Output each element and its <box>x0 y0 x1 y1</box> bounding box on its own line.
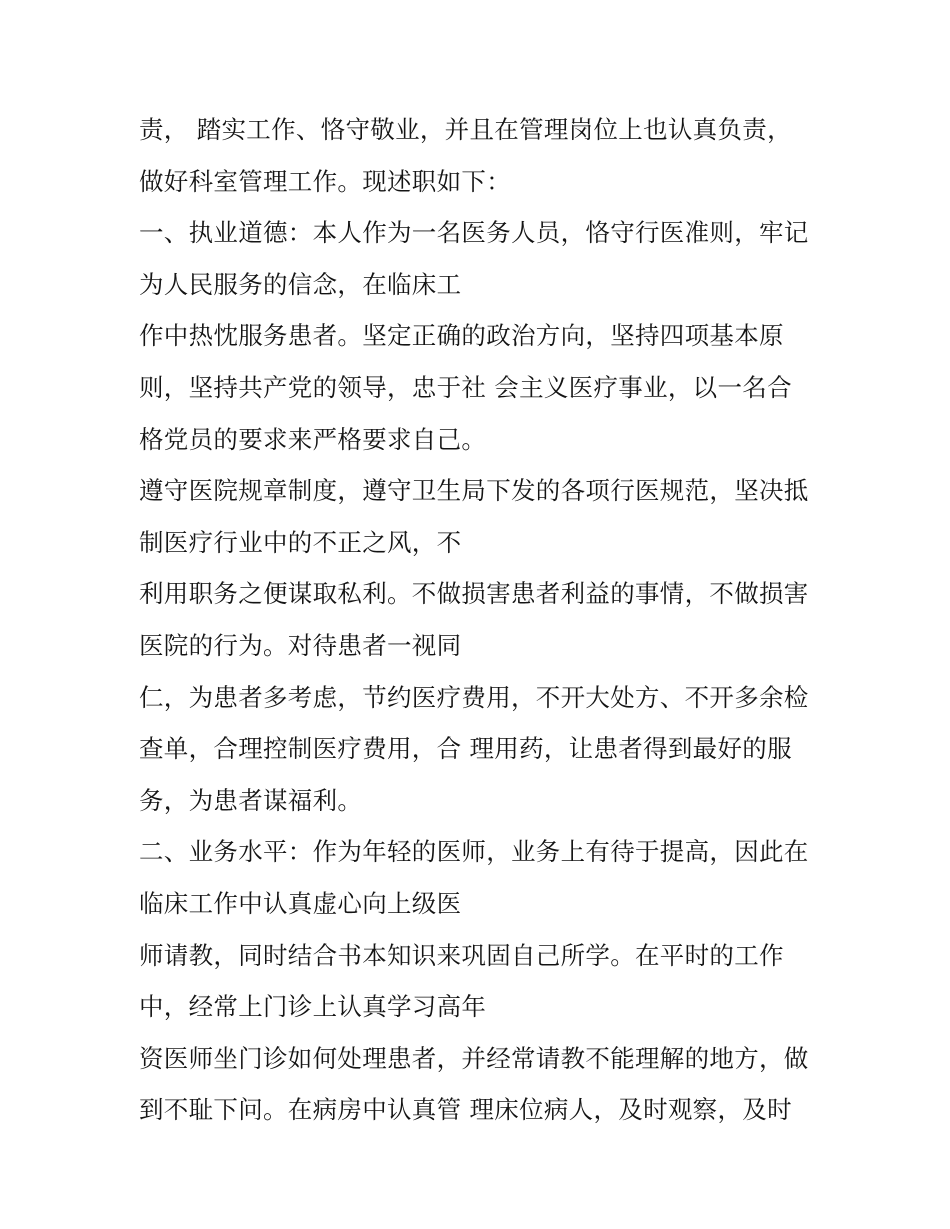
text-line: 则，坚持共产党的领导，忠于社 会主义医疗事业，以一名合 <box>139 372 792 402</box>
text-line: 格党员的要求来严格要求自己。 <box>139 424 487 454</box>
text-line: 二、业务水平：作为年轻的医师，业务上有待于提高，因此在 <box>139 837 809 867</box>
text-line: 资医师坐门诊如何处理患者，并经常请教不能理解的地方，做 <box>139 1043 809 1073</box>
text-line: 务，为患者谋福利。 <box>139 785 363 815</box>
text-line: 作中热忱服务患者。坚定正确的政治方向，坚持四项基本原 <box>139 321 784 351</box>
text-line: 一、执业道德：本人作为一名医务人员，恪守行医准则，牢记 <box>139 218 809 248</box>
text-line: 中，经常上门诊上认真学习高年 <box>139 992 487 1022</box>
body-text <box>139 104 839 1136</box>
text-line: 责， 踏实工作、恪守敬业，并且在管理岗位上也认真负责， <box>139 115 792 144</box>
text-line: 到不耻下问。在病房中认真管 理床位病人，及时观察，及时 <box>139 1095 792 1125</box>
text-line: 做好科室管理工作。现述职如下： <box>139 166 511 196</box>
text-line: 仁，为患者多考虑，节约医疗费用，不开大处方、不开多余检 <box>139 682 809 712</box>
text-line: 制医疗行业中的不正之风，不 <box>139 527 462 557</box>
text-line: 医院的行为。对待患者一视同 <box>139 630 462 660</box>
text-line: 查单，合理控制医疗费用，合 理用药，让患者得到最好的服 <box>139 734 792 764</box>
text-line: 遵守医院规章制度，遵守卫生局下发的各项行医规范，坚决抵 <box>139 476 809 506</box>
text-line: 为人民服务的信念，在临床工 <box>139 269 462 299</box>
text-line: 临床工作中认真虚心向上级医 <box>139 888 462 918</box>
text-line: 利用职务之便谋取私利。不做损害患者利益的事情，不做损害 <box>139 579 809 609</box>
text-line: 师请教，同时结合书本知识来巩固自己所学。在平时的工作 <box>139 940 784 970</box>
